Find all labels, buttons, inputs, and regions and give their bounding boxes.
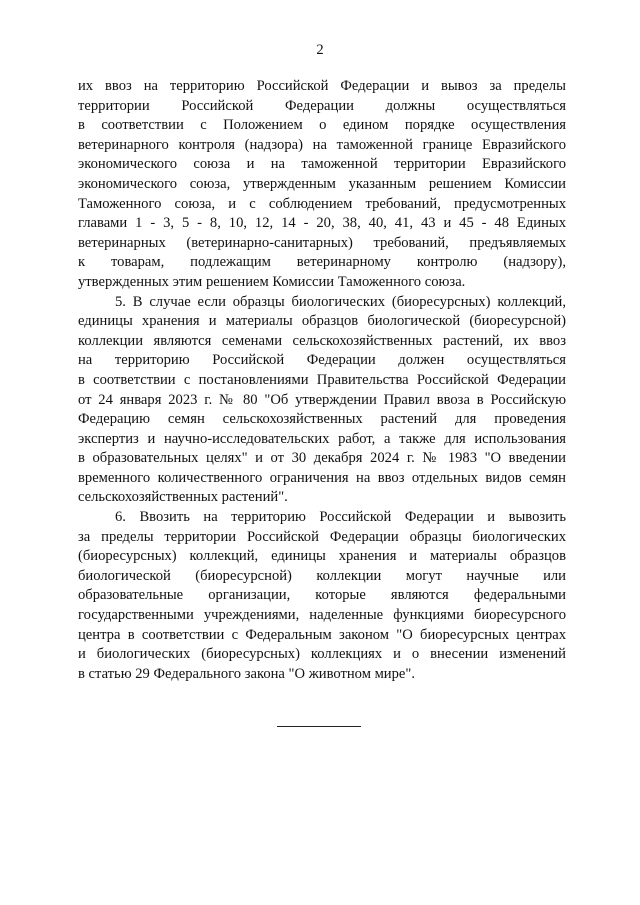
text-line: коллекции являются семенами сельскохозяйственных растений, их ввоз xyxy=(78,332,566,349)
text-line: их ввоз на территорию Российской Федерации и вывоз за пределы xyxy=(78,78,566,94)
text-line: в соответствии с Положением о едином порядке осуществления xyxy=(78,117,566,134)
text-line: экономического союза и на таможенной территории Евразийского xyxy=(78,156,566,173)
paragraph-1 xyxy=(78,77,566,293)
text-line: от 24 января 2023 г. № 80 "Об утверждении Правил ввоза в Российскую xyxy=(78,391,566,408)
text-line: 6. Ввозить на территорию Российской Федерации и вывозить xyxy=(115,509,566,526)
text-line: экспертиз и научно-исследовательских работ, а также для использования xyxy=(78,430,566,447)
text-line: ветеринарных (ветеринарно-санитарных) требований, предъявляемых xyxy=(78,234,566,251)
text-line: территории Российской Федерации должны осуществляться xyxy=(78,97,566,114)
text-line: образовательные организации, которые являются федеральными xyxy=(78,587,566,604)
text-line: Таможенного союза, и с соблюдением требований, предусмотренных xyxy=(78,195,566,212)
text-line: экономического союза, утвержденным указанным решением Комиссии xyxy=(78,175,566,192)
text-line: центра в соответствии с Федеральным законом "О биоресурсных центрах xyxy=(78,626,566,643)
text-line: главами 1 - 3, 5 - 8, 10, 12, 14 - 20, 38, 40, 41, 43 и 45 - 48 Единых xyxy=(78,215,566,232)
text-line: сельскохозяйственных растений". xyxy=(78,489,288,506)
text-line: в статью 29 Федерального закона "О животном мире". xyxy=(78,665,416,682)
text-line: ветеринарного контроля (надзора) на таможенной границе Евразийского xyxy=(78,136,566,153)
document-body xyxy=(78,77,566,684)
text-line: за пределы территории Российской Федерации образцы биологических xyxy=(78,528,566,545)
text-line: на территорию Российской Федерации должен осуществляться xyxy=(78,352,566,369)
page-number: 2 xyxy=(316,42,324,58)
text-line: единицы хранения и материалы образцов биологической (биоресурсной) xyxy=(78,313,566,330)
paragraph-2 xyxy=(78,293,566,509)
text-line: государственными учреждениями, наделенные функциями биоресурсного xyxy=(78,607,566,624)
text-line: Федерацию семян сельскохозяйственных растений для проведения xyxy=(78,411,566,428)
text-line: 5. В случае если образцы биологических (биоресурсных) коллекций, xyxy=(115,293,566,310)
end-divider xyxy=(277,726,361,727)
text-line: и биологических (биоресурсных) коллекциях и о внесении изменений xyxy=(78,646,566,663)
text-line: временного количественного ограничения на ввоз отдельных видов семян xyxy=(78,469,566,486)
text-line: в соответствии с постановлениями Правительства Российской Федерации xyxy=(78,371,566,388)
text-line: в образовательных целях" и от 30 декабря 2024 г. № 1983 "О введении xyxy=(78,450,566,467)
text-line: (биоресурсных) коллекций, единицы хранения и материалы образцов xyxy=(78,548,566,565)
paragraph-3 xyxy=(78,508,566,684)
text-line: утвержденных этим решением Комиссии Таможенного союза. xyxy=(78,273,466,290)
text-line: биологической (биоресурсной) коллекции могут научные или xyxy=(78,567,566,584)
text-line: к товарам, подлежащим ветеринарному контролю (надзору), xyxy=(78,254,566,271)
